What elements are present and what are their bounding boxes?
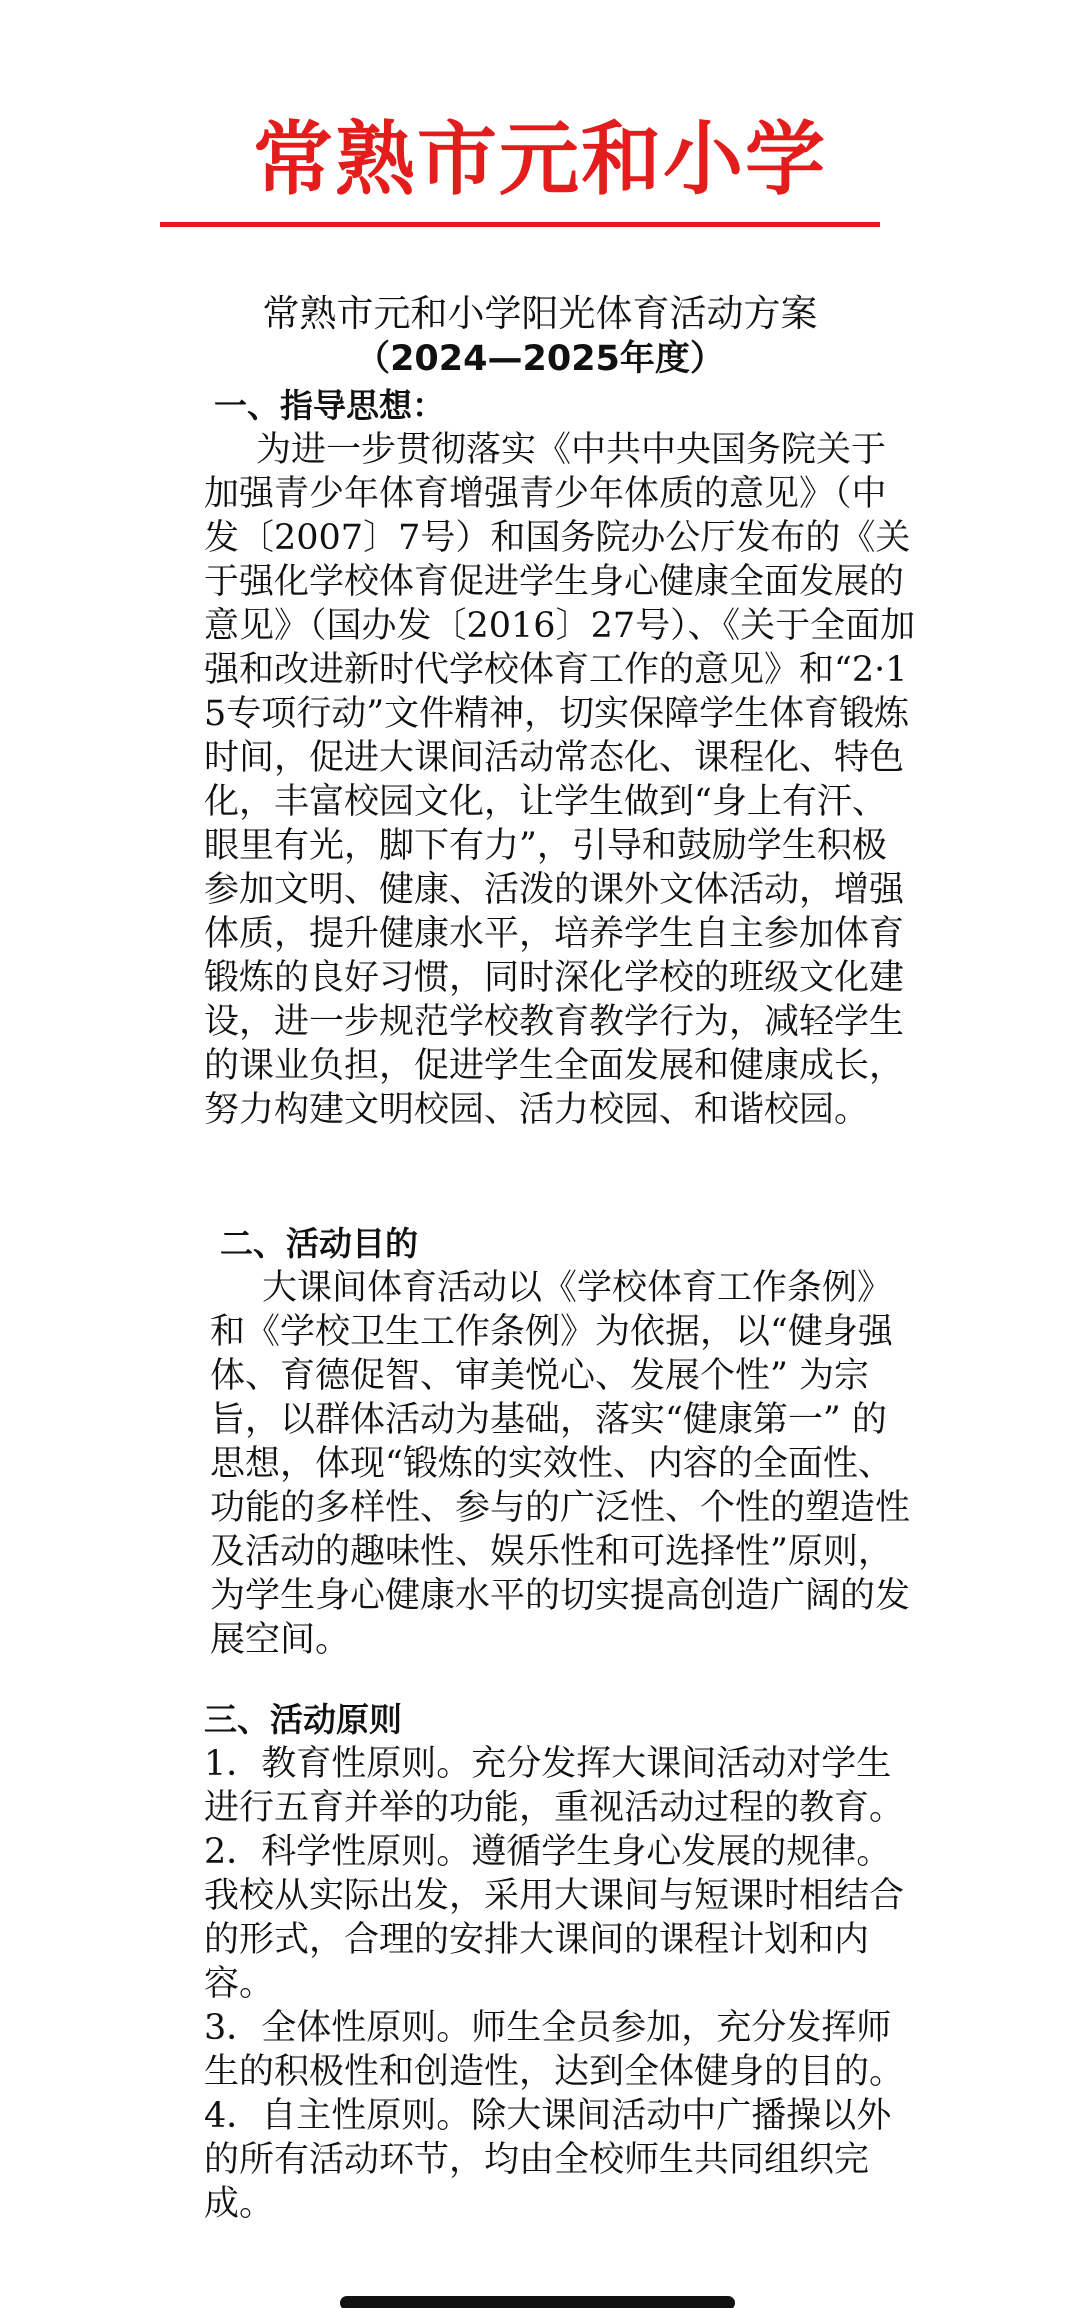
- section-heading: 三、活动原则: [204, 1700, 402, 1739]
- section-activity-purpose: [210, 1222, 920, 1662]
- section-heading: 二、活动目的: [220, 1224, 418, 1263]
- principle-item: 2．科学性原则。遵循学生身心发展的规律。我校从实际出发，采用大课间与短课时相结合的形式，合理的安排大课间的课程计划和内容。: [204, 1832, 905, 2004]
- school-masthead: 常熟市元和小学: [253, 113, 827, 206]
- document-year: （2024—2025年度）: [355, 339, 725, 379]
- section-paragraph: 大课间体育活动以《学校体育工作条例》和《学校卫生工作条例》为依据，以“健身强体、育德促智、审美悦心、发展个性” 为宗旨，以群体活动为基础，落实“健康第一” 的思想，体现“锻炼的实效性、内容的全面性、功能的多样性、参与的广泛性、个性的塑造性及活动的趣味性、娱乐性和可选择性”原则，为学生身心健康水平的切实提高创造广阔的发展空间。: [210, 1268, 911, 1660]
- section-activity-principles: [204, 1698, 920, 2226]
- principle-item: 4．自主性原则。除大课间活动中广播操以外的所有活动环节，均由全校师生共同组织完成。: [204, 2096, 892, 2224]
- masthead-red-rule: [160, 222, 880, 227]
- principle-item: 1．教育性原则。充分发挥大课间活动对学生进行五育并举的功能，重视活动过程的教育。: [204, 1744, 905, 1828]
- home-indicator-bar[interactable]: [340, 2296, 735, 2308]
- principle-item: 3．全体性原则。师生全员参加，充分发挥师生的积极性和创造性，达到全体健身的目的。: [204, 2008, 905, 2092]
- section-guiding-ideology: [204, 384, 920, 1132]
- document-title: 常熟市元和小学阳光体育活动方案: [262, 292, 818, 335]
- section-paragraph: 为进一步贯彻落实《中共中央国务院关于加强青少年体育增强青少年体质的意见》（中发〔2007〕7号）和国务院办公厅发布的《关于强化学校体育促进学生身心健康全面发展的意见》（国办发〔2016〕27号）、《关于全面加强和改进新时代学校体育工作的意见》和“2·15专项行动”文件精神，切实保障学生体育锻炼时间，促进大课间活动常态化、课程化、特色化，丰富校园文化，让学生做到“身上有汗、眼里有光，脚下有力”，引导和鼓励学生积极参加文明、健康、活泼的课外文体活动，增强体质，提升健康水平，培养学生自主参加体育锻炼的良好习惯，同时深化学校的班级文化建设，进一步规范学校教育教学行为，减轻学生的课业负担，促进学生全面发展和健康成长，努力构建文明校园、活力校园、和谐校园。: [204, 430, 916, 1130]
- section-heading: 一、指导思想：: [214, 386, 445, 425]
